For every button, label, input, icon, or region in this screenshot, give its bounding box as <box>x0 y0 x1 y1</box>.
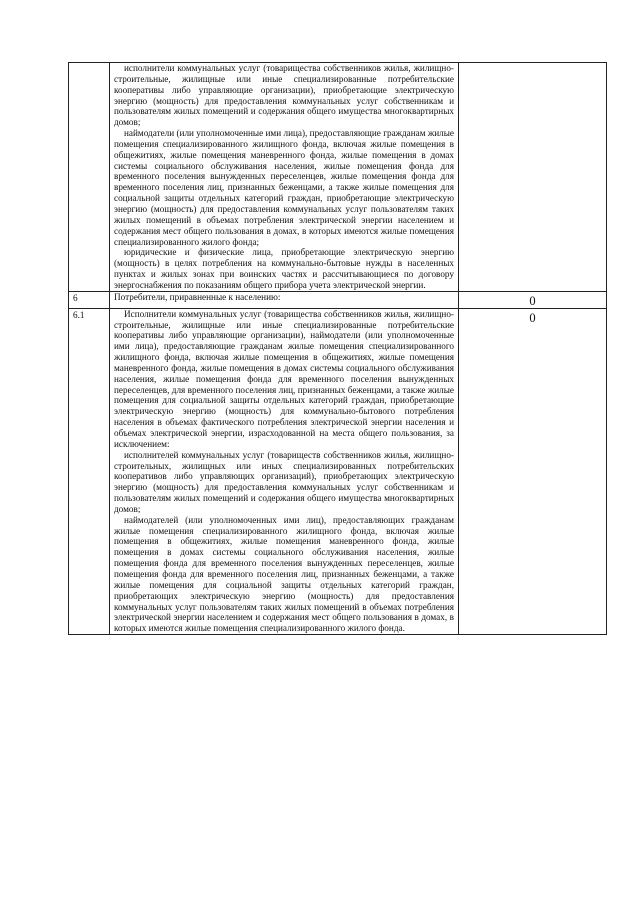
paragraph: наймодатели (или уполномоченные ими лица), предоставляющие гражданам жилые помещения специализированного жилищного фонда, включая жилые помещения в общежитиях, жилые помещения маневренного фонда, жилые помещения в домах системы социального обслуживания населения, жилые помещения фонда для временного поселения вынужденных переселенцев, жилые помещения фонда для временного поселения лиц, признанных беженцами, а также жилые помещения для социальной защиты отдельных категорий граждан, приобретающие электрическую энергию (мощность) для предоставления коммунальных услуг пользователям таких жилых помещений в объемах потребления электрической энергии населением и содержания мест общего пользования в домах, в которых имеются жилые помещения специализированного жилого фонда; <box>114 128 454 247</box>
row-number: 6 <box>69 291 110 308</box>
table-row <box>69 291 607 308</box>
row-description <box>110 63 459 292</box>
row-description <box>110 308 459 634</box>
row-value <box>459 63 607 292</box>
row-value: 0 <box>459 308 607 634</box>
paragraph: юридические и физические лица, приобретающие электрическую энергию (мощность) в целях потребления на коммунально-бытовые нужды в населенных пунктах и жилых зонах при воинских частях и рассчитывающиеся по договору энергоснабжения по показаниям общего прибора учета электрической энергии. <box>114 247 454 290</box>
row-number <box>69 63 110 292</box>
row-value: 0 <box>459 291 607 308</box>
paragraph: исполнители коммунальных услуг (товарищества собственников жилья, жилищно-строительные, жилищные или иные специализированные потребительские кооперативы либо управляющие организации), приобретающие электрическую энергию (мощность) для предоставления коммунальных услуг собственникам и пользователям жилых помещений и содержания общего имущества многоквартирных домов; <box>114 63 454 128</box>
row-heading: Потребители, приравненные к населению: <box>114 291 281 302</box>
paragraph: наймодателей (или уполномоченных ими лиц), предоставляющих гражданам жилые помещения специализированного жилищного фонда, включая жилые помещения в общежитиях, жилые помещения маневренного фонда, жилые помещения в домах системы социального обслуживания населения, жилые помещения фонда для временного поселения вынужденных переселенцев, жилые помещения фонда для временного поселения лиц, признанных беженцами, а также жилые помещения для социальной защиты отдельных категорий граждан, приобретающих электрическую энергию (мощность) для предоставления коммунальных услуг пользователям таких жилых помещений в объемах потребления электрической энергии населением и содержания мест общего пользования в домах, в которых имеются жилые помещения специализированного жилого фонда. <box>114 514 454 634</box>
row-description <box>110 291 459 308</box>
paragraph: исполнителей коммунальных услуг (товариществ собственников жилья, жилищно-строительных, жилищных или иных специализированных потребительских кооперативов либо управляющих организаций), приобретающих электрическую энергию (мощность) для предоставления коммунальных услуг собственникам и пользователям жилых помещений и содержания общего имущества многоквартирных домов; <box>114 449 454 514</box>
table-row <box>69 63 607 292</box>
table-row <box>69 308 607 634</box>
paragraph: Исполнители коммунальных услуг (товарищества собственников жилья, жилищно-строительные, жилищные или иные специализированные потребительские кооперативы либо управляющие организации), наймодатели (или уполномоченные ими лица), предоставляющие гражданам жилые помещения специализированного жилищного фонда, включая жилые помещения в общежитиях, жилые помещения маневренного фонда, жилые помещения в домах системы социального обслуживания населения, жилые помещения фонда для временного поселения вынужденных переселенцев, для временного поселения лиц, признанных беженцами, а также жилые помещения для социальной защиты отдельных категорий граждан, приобретающие электрическую энергию (мощность) для коммунально-бытового потребления населения в объемах фактического потребления электрической энергии населения и объемах электрической энергии, израсходованной на места общего пользования, за исключением: <box>114 308 454 449</box>
row-number: 6.1 <box>69 308 110 634</box>
tariff-table <box>68 62 607 635</box>
